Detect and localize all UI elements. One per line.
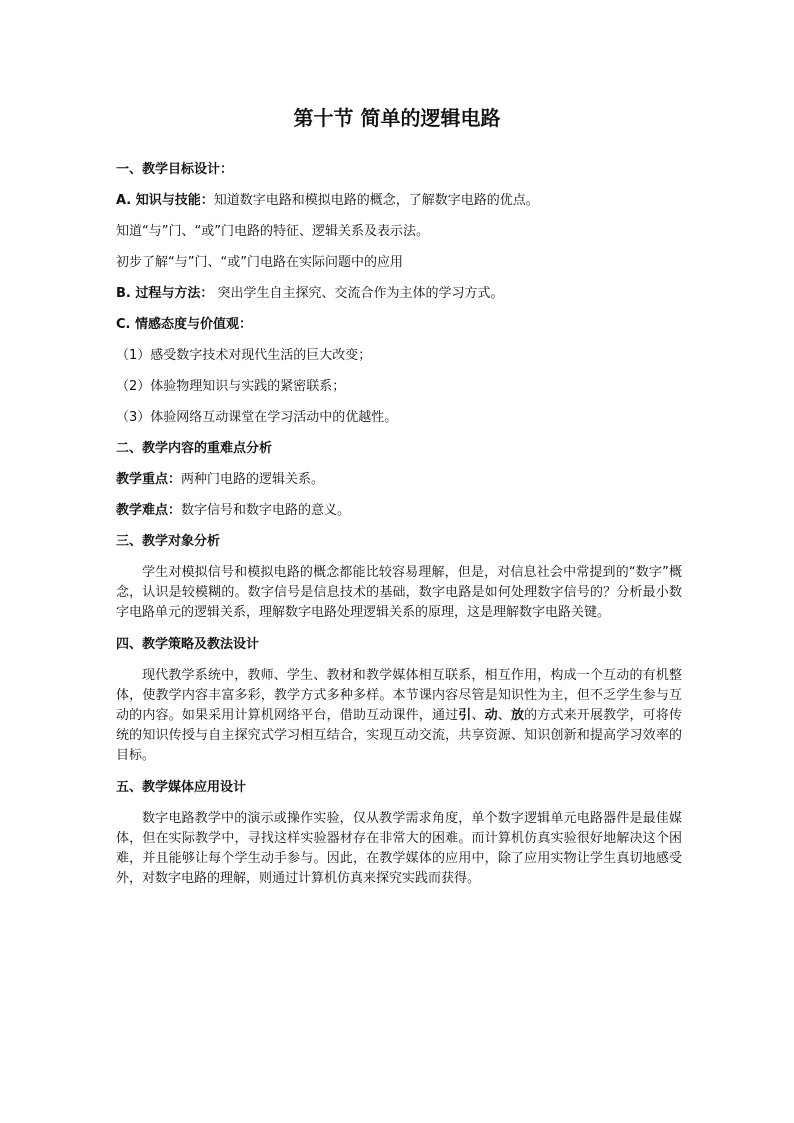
document-body <box>116 160 682 901</box>
strategy-text-2: 的方式来开展教学，可将传统的知识传授与自主探究式学习相互结合，实现互动交流，共享资源、知识创新和提高学习效率的目标。 <box>116 708 682 763</box>
difficult-point <box>116 501 682 520</box>
objective-a-label: A. 知识与技能： <box>116 193 214 208</box>
key-point-label: 教学重点： <box>116 472 182 487</box>
objective-c-item-2: （2）体验物理知识与实践的紧密联系； <box>116 379 346 394</box>
objective-c-label: C. 情感态度与价值观： <box>116 317 253 332</box>
objective-b <box>116 284 682 303</box>
strategy-bold-2: 动 <box>484 708 498 723</box>
objective-a-text: 知道数字电路和模拟电路的概念，了解数字电路的优点。 <box>213 193 539 208</box>
objective-a-line2: 知道“与”门、“或”门电路的特征、逻辑关系及表示法。 <box>116 224 429 239</box>
key-point-text: 两种门电路的逻辑关系。 <box>181 472 325 487</box>
key-point <box>116 470 682 489</box>
strategy-bold-1: 引 <box>458 708 472 723</box>
section-heading-strategy: 四、教学策略及教法设计 <box>116 637 260 652</box>
media-paragraph: 数字电路教学中的演示或操作实验，仅从教学需求角度，单个数字逻辑单元电路器件是最佳媒体，但在实际教学中，寻找这样实验器材存在非常大的困难。而计算机仿真实验很好地解决这个困难，并且能够让每个学生动手参与。因此，在教学媒体的应用中，除了应用实物让学生真切地感受外，对数字电路的理解，则通过计算机仿真来探究实践而获得。 <box>116 811 682 886</box>
difficult-point-text: 数字信号和数字电路的意义。 <box>181 503 351 518</box>
objective-a-line3: 初步了解“与”门、“或”门电路在实际问题中的应用 <box>116 255 403 270</box>
page-title: 第十节 简单的逻辑电路 <box>293 106 501 130</box>
section-heading-key-points: 二、教学内容的重难点分析 <box>116 441 273 456</box>
objective-b-text: 突出学生自主探究、交流合作为主体的学习方式。 <box>213 286 504 301</box>
section-heading-audience: 三、教学对象分析 <box>116 534 221 549</box>
difficult-point-label: 教学难点： <box>116 503 182 518</box>
objective-b-label: B. 过程与方法： <box>116 286 214 301</box>
strategy-text-1: 现代教学系统中，教师、学生、教材和教学媒体相互联系，相互作用，构成一个互动的有机整体，使教学内容丰富多彩，教学方式多种多样。本节课内容尽管是知识性为主，但不乏学生参与互动的内容。如果采用计算机网络平台，借助互动课件，通过 <box>116 668 682 723</box>
strategy-sep-1: 、 <box>471 708 485 723</box>
section-heading-objectives: 一、教学目标设计： <box>116 162 234 177</box>
section-heading-media: 五、教学媒体应用设计 <box>116 780 247 795</box>
objective-c-item-1: （1）感受数字技术对现代生活的巨大改变； <box>116 348 372 363</box>
objective-c-item-3: （3）体验网络互动课堂在学习活动中的优越性。 <box>116 410 398 425</box>
strategy-bold-3: 放 <box>510 708 525 723</box>
objective-a <box>116 191 682 210</box>
strategy-paragraph <box>116 666 682 766</box>
audience-paragraph: 学生对模拟信号和模拟电路的概念都能比较容易理解，但是，对信息社会中常提到的“数字”概念，认识是较模糊的。数字信号是信息技术的基础，数字电路是如何处理数字信号的？分析最小数字电路单元的逻辑关系，理解数字电路处理逻辑关系的原理，这是理解数字电路关键。 <box>116 565 682 620</box>
strategy-sep-2: 、 <box>497 708 511 723</box>
